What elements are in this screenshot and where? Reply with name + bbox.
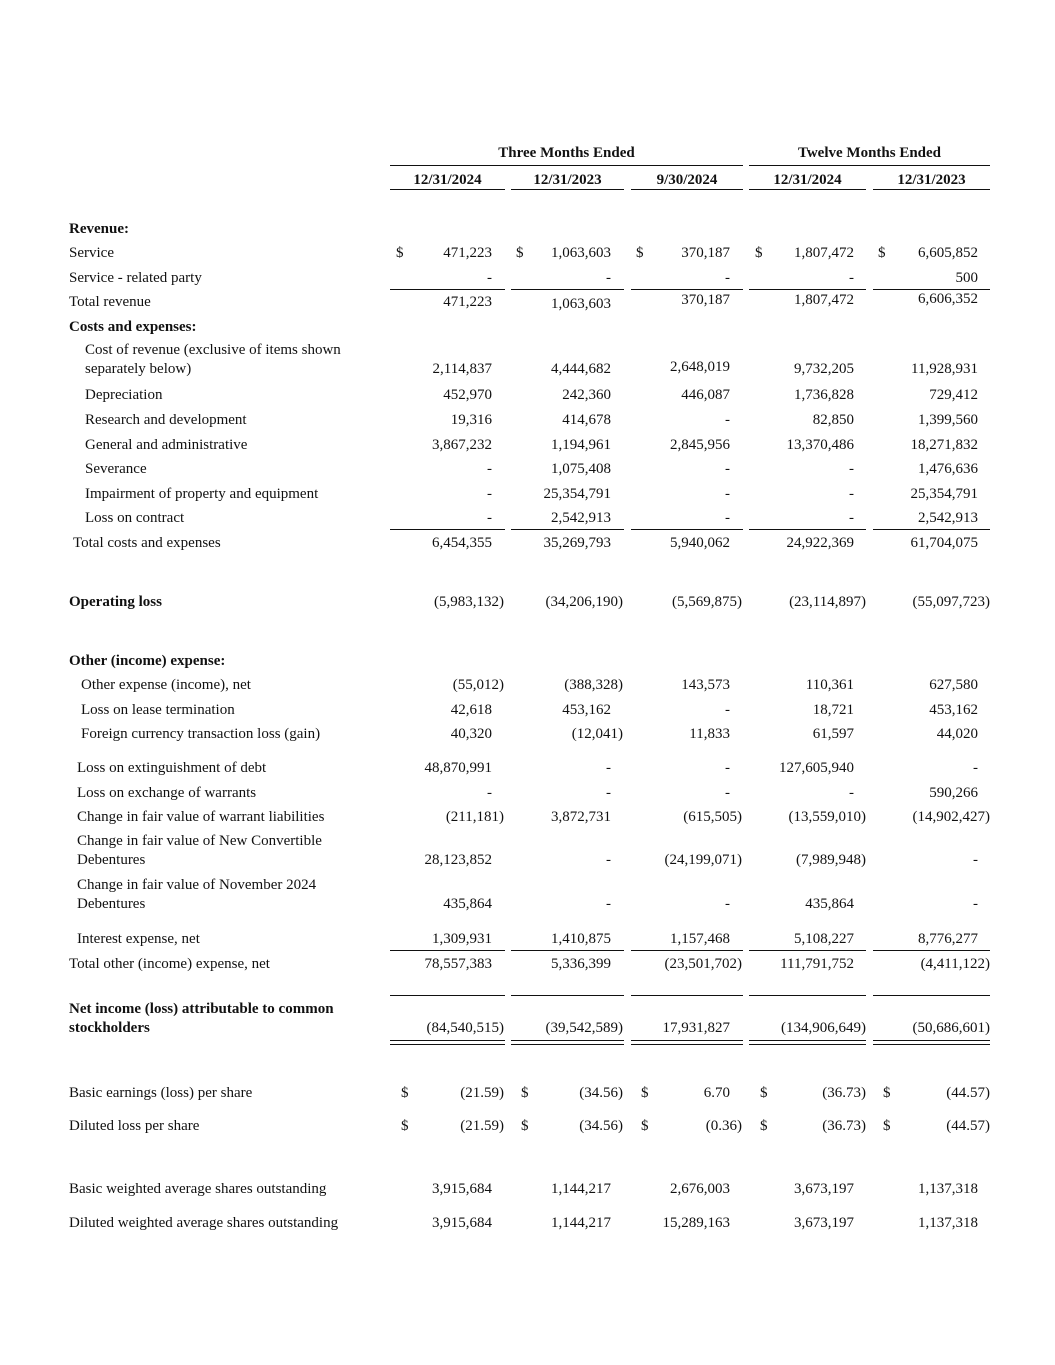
column-header: 12/31/2023 bbox=[533, 172, 602, 188]
value-cell: 1,309,931 bbox=[432, 931, 492, 947]
row-label: Diluted weighted average shares outstanding bbox=[69, 1215, 339, 1231]
currency-symbol: $ bbox=[760, 1118, 768, 1134]
currency-symbol: $ bbox=[401, 1085, 409, 1101]
value-cell: - bbox=[487, 270, 492, 286]
single-rule bbox=[749, 995, 866, 996]
value-cell: 471,223 bbox=[443, 294, 492, 310]
row-label: Severance bbox=[85, 461, 147, 477]
value-cell: - bbox=[487, 510, 492, 526]
value-cell: - bbox=[725, 270, 730, 286]
value-cell: - bbox=[725, 510, 730, 526]
value-cell: 6,605,852 bbox=[918, 245, 978, 261]
column-header-rule bbox=[873, 189, 990, 190]
value-cell: 1,137,318 bbox=[918, 1215, 978, 1231]
double-rule bbox=[631, 1040, 743, 1045]
value-cell: (4,411,122) bbox=[920, 956, 990, 972]
value-cell: (13,559,010) bbox=[788, 809, 866, 825]
value-cell: 40,320 bbox=[450, 726, 492, 742]
single-rule bbox=[390, 529, 505, 530]
value-cell: (388,328) bbox=[564, 677, 623, 693]
row-label: Interest expense, net bbox=[77, 931, 200, 947]
value-cell: (134,906,649) bbox=[781, 1020, 866, 1036]
row-label: Research and development bbox=[85, 412, 247, 428]
column-header-rule bbox=[511, 189, 624, 190]
value-cell: 110,361 bbox=[805, 677, 854, 693]
value-cell: 2,845,956 bbox=[670, 437, 730, 453]
value-cell: 3,673,197 bbox=[794, 1181, 854, 1197]
value-cell: 35,269,793 bbox=[543, 535, 611, 551]
header-three-months: Three Months Ended bbox=[498, 145, 635, 161]
value-cell: 15,289,163 bbox=[662, 1215, 730, 1231]
currency-symbol: $ bbox=[521, 1085, 529, 1101]
header-rule bbox=[390, 165, 743, 166]
value-cell: - bbox=[725, 896, 730, 912]
value-cell: - bbox=[487, 486, 492, 502]
value-cell: 5,336,399 bbox=[551, 956, 611, 972]
value-cell: (34.56) bbox=[579, 1118, 623, 1134]
value-cell: (50,686,601) bbox=[912, 1020, 990, 1036]
single-rule bbox=[511, 289, 624, 290]
currency-symbol: $ bbox=[401, 1118, 409, 1134]
value-cell: (5,983,132) bbox=[434, 594, 504, 610]
currency-symbol: $ bbox=[516, 245, 524, 261]
row-label: Impairment of property and equipment bbox=[85, 486, 319, 502]
value-cell: (36.73) bbox=[822, 1118, 866, 1134]
currency-symbol: $ bbox=[883, 1085, 891, 1101]
value-cell: (34,206,190) bbox=[545, 594, 623, 610]
value-cell: 19,316 bbox=[450, 412, 492, 428]
value-cell: - bbox=[849, 510, 854, 526]
value-cell: (0.36) bbox=[705, 1118, 742, 1134]
row-label: Depreciation bbox=[85, 387, 163, 403]
value-cell: 143,573 bbox=[681, 677, 730, 693]
value-cell: 446,087 bbox=[681, 387, 730, 403]
header-rule bbox=[749, 165, 990, 166]
value-cell: 471,223 bbox=[443, 245, 492, 261]
value-cell: - bbox=[725, 760, 730, 776]
value-cell: 25,354,791 bbox=[543, 486, 611, 502]
value-cell: 111,791,752 bbox=[780, 956, 854, 972]
value-cell: 11,928,931 bbox=[911, 361, 978, 377]
value-cell: 1,157,468 bbox=[670, 931, 730, 947]
single-rule bbox=[749, 950, 866, 951]
value-cell: (23,114,897) bbox=[789, 594, 866, 610]
currency-symbol: $ bbox=[636, 245, 644, 261]
value-cell: 4,444,682 bbox=[551, 361, 611, 377]
single-rule bbox=[631, 529, 743, 530]
row-label: Total other (income) expense, net bbox=[69, 956, 270, 972]
value-cell: 1,807,472 bbox=[794, 292, 854, 308]
value-cell: (44.57) bbox=[946, 1118, 990, 1134]
value-cell: 627,580 bbox=[929, 677, 978, 693]
value-cell: - bbox=[973, 896, 978, 912]
single-rule bbox=[873, 995, 990, 996]
value-cell: 3,915,684 bbox=[432, 1181, 492, 1197]
row-label: Total revenue bbox=[69, 294, 151, 310]
value-cell: 5,108,227 bbox=[794, 931, 854, 947]
value-cell: 370,187 bbox=[681, 292, 730, 308]
value-cell: 435,864 bbox=[443, 896, 492, 912]
value-cell: - bbox=[973, 760, 978, 776]
single-rule bbox=[749, 289, 866, 290]
value-cell: 28,123,852 bbox=[424, 852, 492, 868]
single-rule bbox=[873, 950, 990, 951]
value-cell: - bbox=[725, 702, 730, 718]
value-cell: 8,776,277 bbox=[918, 931, 978, 947]
value-cell: 414,678 bbox=[562, 412, 611, 428]
value-cell: 127,605,940 bbox=[779, 760, 854, 776]
value-cell: 42,618 bbox=[450, 702, 492, 718]
currency-symbol: $ bbox=[883, 1118, 891, 1134]
column-header-rule bbox=[749, 189, 866, 190]
value-cell: (5,569,875) bbox=[672, 594, 742, 610]
value-cell: - bbox=[606, 760, 611, 776]
row-label: Change in fair value of warrant liabilities bbox=[77, 809, 325, 825]
row-label: Foreign currency transaction loss (gain) bbox=[81, 726, 321, 742]
value-cell: - bbox=[849, 486, 854, 502]
currency-symbol: $ bbox=[755, 245, 763, 261]
value-cell: (36.73) bbox=[822, 1085, 866, 1101]
value-cell: - bbox=[849, 785, 854, 801]
row-label: Loss on lease termination bbox=[81, 702, 235, 718]
column-header-rule bbox=[390, 189, 505, 190]
value-cell: 3,872,731 bbox=[551, 809, 611, 825]
value-cell: (211,181) bbox=[445, 809, 504, 825]
value-cell: 1,063,603 bbox=[551, 245, 611, 261]
row-label: Service bbox=[69, 245, 114, 261]
column-header: 12/31/2023 bbox=[897, 172, 966, 188]
value-cell: (14,902,427) bbox=[912, 809, 990, 825]
value-cell: - bbox=[849, 270, 854, 286]
currency-symbol: $ bbox=[641, 1118, 649, 1134]
row-label: Operating loss bbox=[69, 594, 162, 610]
value-cell: 3,915,684 bbox=[432, 1215, 492, 1231]
value-cell: (39,542,589) bbox=[545, 1020, 623, 1036]
value-cell: 6,606,352 bbox=[918, 291, 978, 307]
double-rule bbox=[390, 1040, 505, 1045]
row-label: Service - related party bbox=[69, 270, 202, 286]
value-cell: 500 bbox=[955, 270, 978, 286]
column-header: 12/31/2024 bbox=[413, 172, 482, 188]
row-label: Loss on extinguishment of debt bbox=[77, 760, 267, 776]
value-cell: (7,989,948) bbox=[796, 852, 866, 868]
value-cell: 25,354,791 bbox=[910, 486, 978, 502]
value-cell: 3,867,232 bbox=[432, 437, 492, 453]
currency-symbol: $ bbox=[760, 1085, 768, 1101]
value-cell: 48,870,991 bbox=[424, 760, 492, 776]
value-cell: 2,648,019 bbox=[670, 359, 730, 375]
double-rule bbox=[873, 1040, 990, 1045]
value-cell: 11,833 bbox=[689, 726, 730, 742]
value-cell: - bbox=[973, 852, 978, 868]
value-cell: 17,931,827 bbox=[662, 1020, 730, 1036]
value-cell: (23,501,702) bbox=[664, 956, 742, 972]
single-rule bbox=[390, 950, 505, 951]
row-label: Basic weighted average shares outstanding bbox=[69, 1181, 327, 1197]
single-rule bbox=[631, 289, 743, 290]
value-cell: 13,370,486 bbox=[786, 437, 854, 453]
value-cell: 18,271,832 bbox=[910, 437, 978, 453]
value-cell: 61,704,075 bbox=[910, 535, 978, 551]
value-cell: 1,807,472 bbox=[794, 245, 854, 261]
value-cell: - bbox=[606, 852, 611, 868]
row-label: Other expense (income), net bbox=[81, 677, 251, 693]
header-twelve-months: Twelve Months Ended bbox=[797, 145, 942, 161]
value-cell: (55,012) bbox=[452, 677, 504, 693]
value-cell: 453,162 bbox=[562, 702, 611, 718]
value-cell: (21.59) bbox=[460, 1118, 504, 1134]
single-rule bbox=[390, 289, 505, 290]
value-cell: 435,864 bbox=[805, 896, 854, 912]
single-rule bbox=[749, 529, 866, 530]
value-cell: 729,412 bbox=[929, 387, 978, 403]
value-cell: 1,144,217 bbox=[551, 1181, 611, 1197]
row-label: Change in fair value of New Convertible Debentures bbox=[77, 833, 322, 868]
value-cell: 3,673,197 bbox=[794, 1215, 854, 1231]
value-cell: - bbox=[725, 461, 730, 477]
value-cell: 452,970 bbox=[443, 387, 492, 403]
row-label: Change in fair value of November 2024 Debentures bbox=[77, 877, 317, 912]
single-rule bbox=[390, 995, 505, 996]
value-cell: - bbox=[849, 461, 854, 477]
value-cell: (24,199,071) bbox=[664, 852, 742, 868]
value-cell: 1,410,875 bbox=[551, 931, 611, 947]
value-cell: 1,399,560 bbox=[918, 412, 978, 428]
value-cell: - bbox=[487, 461, 492, 477]
value-cell: 44,020 bbox=[936, 726, 978, 742]
value-cell: - bbox=[725, 785, 730, 801]
section-other: Other (income) expense: bbox=[69, 653, 226, 669]
value-cell: 1,736,828 bbox=[794, 387, 854, 403]
value-cell: 6.70 bbox=[703, 1085, 730, 1101]
value-cell: 1,137,318 bbox=[918, 1181, 978, 1197]
section-revenue: Revenue: bbox=[69, 221, 129, 237]
value-cell: 18,721 bbox=[812, 702, 854, 718]
value-cell: - bbox=[606, 896, 611, 912]
column-header: 12/31/2024 bbox=[773, 172, 842, 188]
value-cell: - bbox=[606, 270, 611, 286]
currency-symbol: $ bbox=[396, 245, 404, 261]
single-rule bbox=[511, 995, 624, 996]
value-cell: 5,940,062 bbox=[670, 535, 730, 551]
value-cell: - bbox=[725, 412, 730, 428]
value-cell: 9,732,205 bbox=[794, 361, 854, 377]
single-rule bbox=[873, 289, 990, 290]
value-cell: 590,266 bbox=[929, 785, 978, 801]
value-cell: 453,162 bbox=[929, 702, 978, 718]
value-cell: - bbox=[487, 785, 492, 801]
value-cell: 82,850 bbox=[812, 412, 854, 428]
section-costs: Costs and expenses: bbox=[69, 319, 197, 335]
single-rule bbox=[511, 950, 624, 951]
row-label: Basic earnings (loss) per share bbox=[69, 1085, 253, 1101]
row-label: Loss on exchange of warrants bbox=[77, 785, 257, 801]
value-cell: (44.57) bbox=[946, 1085, 990, 1101]
value-cell: (34.56) bbox=[579, 1085, 623, 1101]
value-cell: 1,194,961 bbox=[551, 437, 611, 453]
value-cell: 24,922,369 bbox=[786, 535, 854, 551]
row-label: Loss on contract bbox=[85, 510, 185, 526]
column-header: 9/30/2024 bbox=[656, 172, 718, 188]
value-cell: 1,075,408 bbox=[551, 461, 611, 477]
value-cell: 1,476,636 bbox=[918, 461, 978, 477]
value-cell: 2,676,003 bbox=[670, 1181, 730, 1197]
row-label: Cost of revenue (exclusive of items shown separately below) bbox=[85, 342, 341, 377]
value-cell: - bbox=[606, 785, 611, 801]
row-label: Total costs and expenses bbox=[73, 535, 221, 551]
row-label: Diluted loss per share bbox=[69, 1118, 200, 1134]
double-rule bbox=[749, 1040, 866, 1045]
value-cell: 242,360 bbox=[562, 387, 611, 403]
value-cell: - bbox=[725, 486, 730, 502]
value-cell: 370,187 bbox=[681, 245, 730, 261]
value-cell: 2,114,837 bbox=[432, 361, 492, 377]
currency-symbol: $ bbox=[878, 245, 886, 261]
value-cell: (55,097,723) bbox=[912, 594, 990, 610]
single-rule bbox=[873, 529, 990, 530]
row-label: General and administrative bbox=[85, 437, 248, 453]
value-cell: 1,063,603 bbox=[551, 296, 611, 312]
value-cell: 78,557,383 bbox=[424, 956, 492, 972]
value-cell: 2,542,913 bbox=[551, 510, 611, 526]
value-cell: 6,454,355 bbox=[432, 535, 492, 551]
currency-symbol: $ bbox=[521, 1118, 529, 1134]
value-cell: 1,144,217 bbox=[551, 1215, 611, 1231]
single-rule bbox=[511, 529, 624, 530]
value-cell: (12,041) bbox=[571, 726, 623, 742]
currency-symbol: $ bbox=[641, 1085, 649, 1101]
double-rule bbox=[511, 1040, 624, 1045]
value-cell: (21.59) bbox=[460, 1085, 504, 1101]
single-rule bbox=[631, 995, 743, 996]
value-cell: (84,540,515) bbox=[426, 1020, 504, 1036]
row-label: Net income (loss) attributable to common stockholders bbox=[69, 1001, 334, 1036]
column-header-rule bbox=[631, 189, 743, 190]
value-cell: 2,542,913 bbox=[918, 510, 978, 526]
value-cell: 61,597 bbox=[812, 726, 854, 742]
single-rule bbox=[631, 950, 743, 951]
value-cell: (615,505) bbox=[683, 809, 742, 825]
